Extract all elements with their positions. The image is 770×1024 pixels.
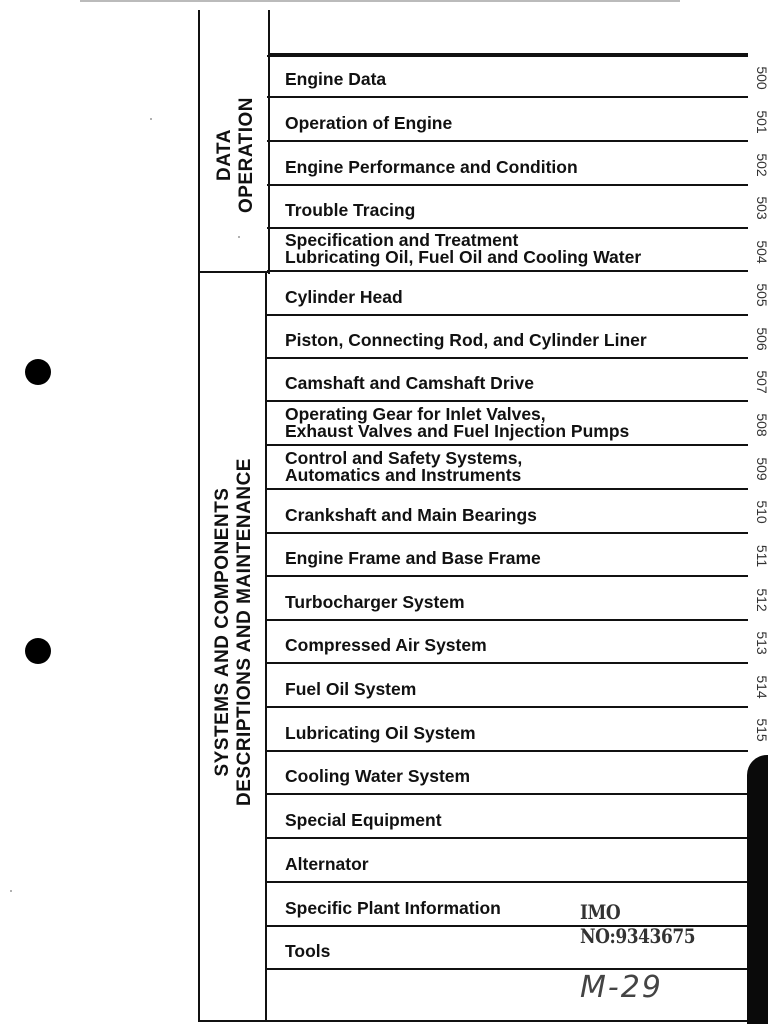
tab-number: 501 bbox=[754, 110, 770, 134]
section-label-line: DATA bbox=[214, 129, 235, 181]
index-row-label bbox=[285, 507, 537, 524]
index-row bbox=[267, 577, 748, 621]
tab-number: 505 bbox=[754, 283, 770, 307]
tab-number: 507 bbox=[754, 370, 770, 394]
tab-number: 510 bbox=[754, 500, 770, 524]
frame-left-line bbox=[198, 10, 200, 1020]
index-row bbox=[267, 446, 748, 490]
section-label-line: SYSTEMS AND COMPONENTS bbox=[212, 487, 233, 777]
section-label-line: OPERATION bbox=[236, 96, 257, 214]
index-row bbox=[267, 316, 748, 359]
index-row bbox=[267, 664, 748, 708]
section-label-line: DESCRIPTIONS AND MAINTENANCE bbox=[234, 458, 255, 806]
tab-number: 511 bbox=[754, 544, 770, 568]
index-row-label-line: Specific Plant Information bbox=[285, 898, 501, 918]
index-row bbox=[267, 98, 748, 142]
index-row-label bbox=[285, 71, 386, 88]
index-row-label bbox=[285, 768, 470, 785]
tab-number: 500 bbox=[754, 66, 770, 90]
section-label-systems bbox=[212, 458, 256, 806]
index-row bbox=[267, 55, 748, 98]
index-row-label-line: Fuel Oil System bbox=[285, 679, 417, 699]
index-row bbox=[267, 752, 748, 795]
tab-number: 512 bbox=[754, 588, 770, 612]
index-row-label bbox=[285, 289, 403, 306]
index-row-label bbox=[285, 943, 330, 960]
index-row-label-line: Piston, Connecting Rod, and Cylinder Liner bbox=[285, 330, 647, 350]
section-divider bbox=[198, 271, 270, 273]
tab-number: 502 bbox=[754, 153, 770, 177]
speck bbox=[238, 236, 240, 238]
index-row bbox=[267, 839, 748, 883]
index-row bbox=[267, 186, 748, 229]
index-row-label-line: Operating Gear for Inlet Valves, bbox=[285, 404, 546, 424]
index-row bbox=[267, 142, 748, 186]
index-row-label-line: Lubricating Oil, Fuel Oil and Cooling Water bbox=[285, 247, 642, 267]
tab-number: 509 bbox=[754, 457, 770, 481]
binder-hole-icon bbox=[25, 359, 51, 385]
index-row-label-line: Lubricating Oil System bbox=[285, 723, 476, 743]
index-row-label-line: Tools bbox=[285, 941, 331, 961]
index-row-label bbox=[285, 856, 369, 873]
speck bbox=[150, 118, 152, 120]
index-row-label bbox=[285, 725, 476, 742]
index-row-label bbox=[285, 637, 487, 654]
index-row-label-line: Trouble Tracing bbox=[285, 200, 416, 220]
index-row-label-line: Engine Data bbox=[285, 69, 387, 89]
index-row-label-line: Special Equipment bbox=[285, 810, 442, 830]
index-row-label-line: Control and Safety Systems, bbox=[285, 448, 523, 468]
header-empty-row bbox=[270, 10, 748, 55]
section-label-data-operation bbox=[214, 97, 258, 213]
index-row bbox=[267, 229, 748, 272]
speck bbox=[10, 890, 12, 892]
index-row bbox=[267, 534, 748, 577]
imo-number-stamp: IMO NO:9343675 bbox=[580, 900, 696, 948]
tab-number: 508 bbox=[754, 413, 770, 437]
index-row bbox=[267, 708, 748, 752]
index-row-label bbox=[285, 375, 534, 392]
index-row-label-line: Exhaust Valves and Fuel Injection Pumps bbox=[285, 421, 630, 441]
index-row-label bbox=[285, 159, 578, 176]
tab-number: 515 bbox=[754, 718, 770, 742]
index-row-label bbox=[285, 232, 641, 266]
black-index-tab bbox=[747, 755, 768, 1024]
index-row-label-line: Cooling Water System bbox=[285, 766, 471, 786]
index-row-label bbox=[285, 681, 416, 698]
index-row bbox=[267, 402, 748, 446]
frame-bottom-line bbox=[198, 1020, 758, 1022]
index-row bbox=[267, 621, 748, 664]
index-row-label-line: Cylinder Head bbox=[285, 287, 403, 307]
index-row-label-line: Compressed Air System bbox=[285, 635, 487, 655]
tab-number: 506 bbox=[754, 327, 770, 351]
index-row-label-line: Crankshaft and Main Bearings bbox=[285, 505, 537, 525]
index-row-label bbox=[285, 812, 442, 829]
index-row-label bbox=[285, 115, 452, 132]
index-row-label bbox=[285, 900, 501, 917]
tab-number: 514 bbox=[754, 675, 770, 699]
scan-top-edge bbox=[80, 0, 680, 2]
index-row-label-line: Specification and Treatment bbox=[285, 230, 519, 250]
index-row-label-line: Turbocharger System bbox=[285, 592, 465, 612]
index-row-label-line: Engine Performance and Condition bbox=[285, 157, 578, 177]
index-row bbox=[267, 272, 748, 316]
index-row-label-line: Engine Frame and Base Frame bbox=[285, 548, 541, 568]
index-row-label-line: Automatics and Instruments bbox=[285, 465, 522, 485]
index-row bbox=[267, 490, 748, 534]
index-row-label-line: Operation of Engine bbox=[285, 113, 453, 133]
index-row-label bbox=[285, 332, 647, 349]
index-row bbox=[267, 795, 748, 839]
index-row bbox=[267, 359, 748, 402]
tab-number: 513 bbox=[754, 631, 770, 655]
index-row-label bbox=[285, 594, 465, 611]
index-row-label-line: Alternator bbox=[285, 854, 369, 874]
index-row-label bbox=[285, 550, 541, 567]
index-row-label-line: Camshaft and Camshaft Drive bbox=[285, 373, 534, 393]
binder-hole-icon bbox=[25, 638, 51, 664]
index-row-label bbox=[285, 450, 522, 484]
handwritten-note: M-29 bbox=[580, 970, 663, 1005]
index-row-label bbox=[285, 202, 415, 219]
tab-number: 504 bbox=[754, 240, 770, 264]
index-row-label bbox=[285, 406, 629, 440]
tab-number: 503 bbox=[754, 196, 770, 220]
